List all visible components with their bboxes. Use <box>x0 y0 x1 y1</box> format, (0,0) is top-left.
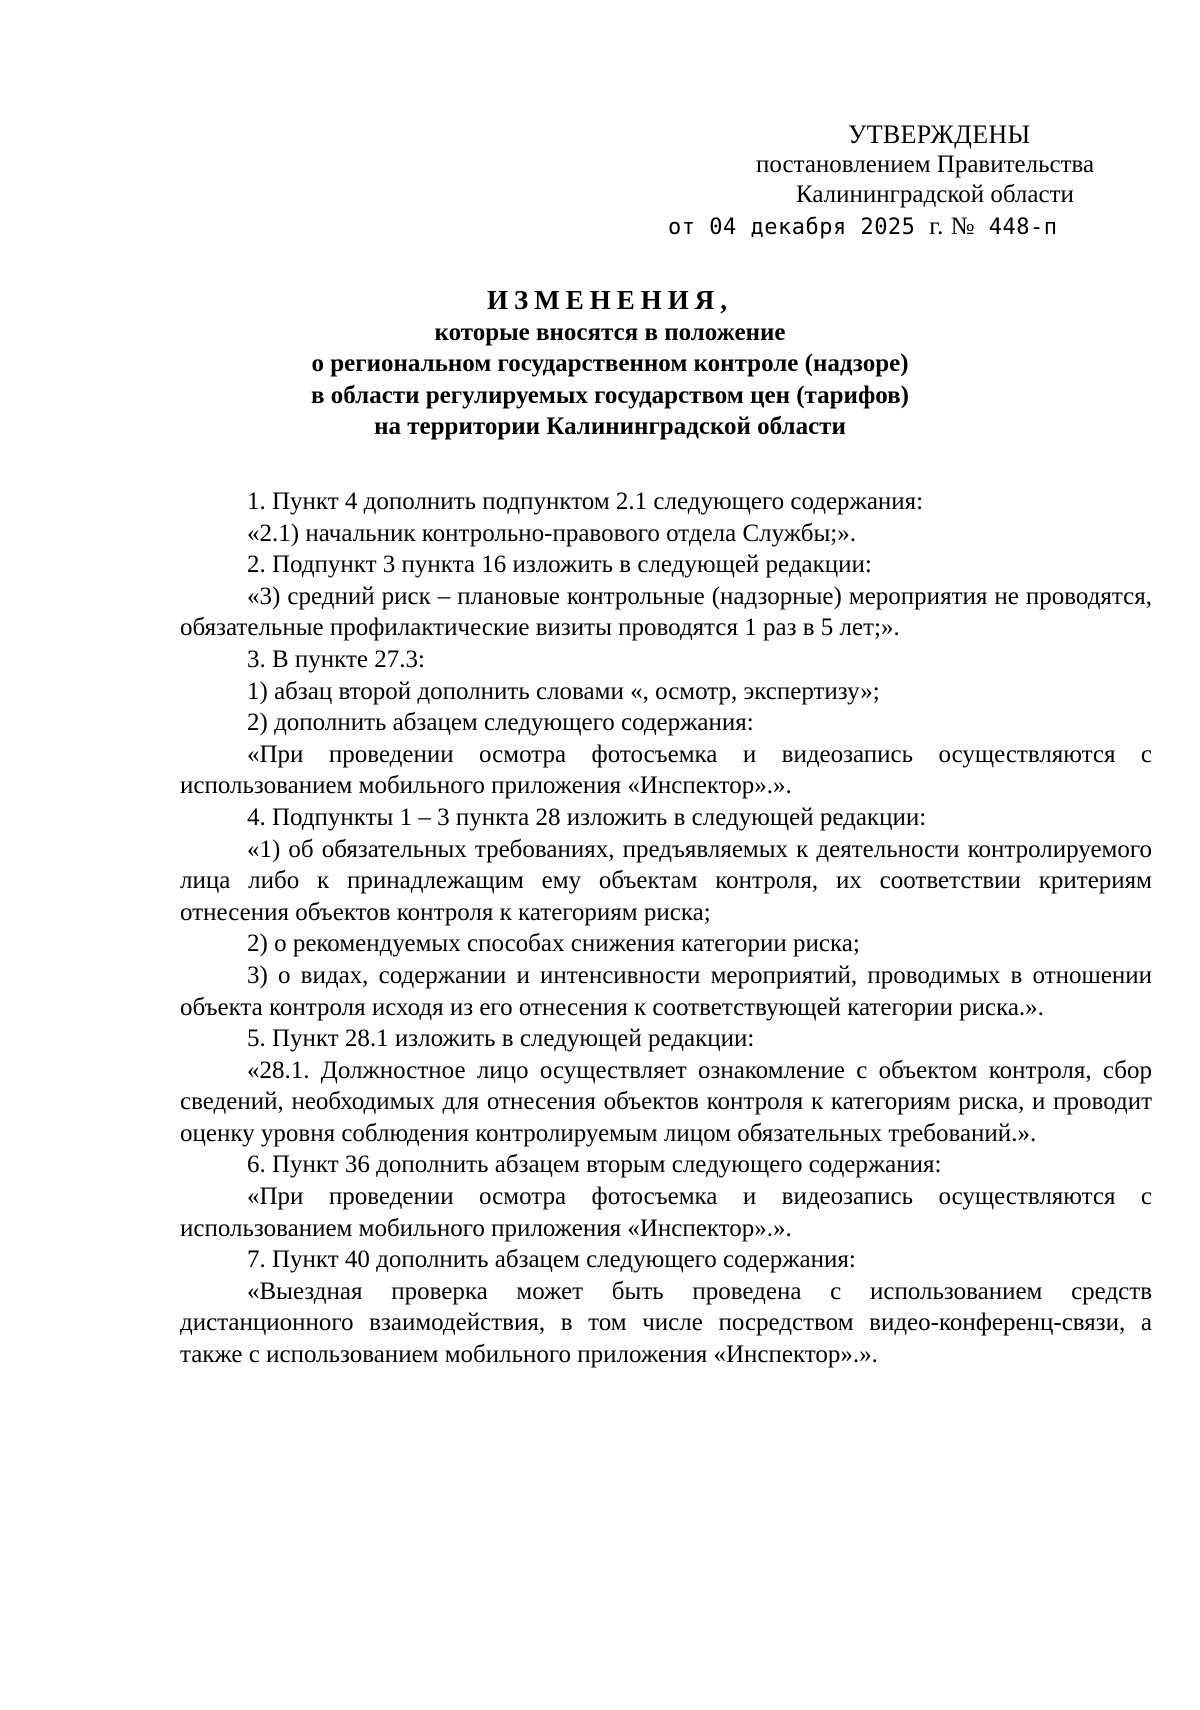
approval-title: УТВЕРЖДЕНЫ <box>848 120 1031 149</box>
heading-line: о региональном государственном контроле (надзоре) <box>311 350 909 377</box>
approval-date-line <box>668 212 1148 243</box>
paragraph: «3) средний риск – плановые контрольные (надзорные) мероприятия не проводятся, обязательные профилактические визиты проводятся 1 раз в 5 лет;». <box>180 582 1152 642</box>
approval-date-value: 04 декабря 2025 <box>709 215 916 240</box>
paragraph: 6. Пункт 36 дополнить абзацем вторым следующего содержания: <box>247 1151 942 1179</box>
approval-region: Калининградской области <box>796 181 1074 208</box>
paragraph: 4. Подпункты 1 – 3 пункта 28 изложить в следующей редакции: <box>247 803 927 831</box>
paragraph: «1) об обязательных требованиях, предъявляемых к деятельности контролируемого лица либо к принадлежащим ему объектам контроля, их соответствии критериям отнесения объектов контроля к категориям риска; <box>180 835 1152 926</box>
paragraph: 1. Пункт 4 дополнить подпунктом 2.1 следующего содержания: <box>247 488 924 515</box>
document-title: ИЗМЕНЕНИЯ, <box>486 285 733 315</box>
approval-by: постановлением Правительства <box>756 151 1095 178</box>
heading-line: в области регулируемых государством цен (тарифов) <box>311 381 909 409</box>
paragraph: «При проведении осмотра фотосъемка и видеозапись осуществляются с использованием мобильного приложения «Инспектор».». <box>180 740 1152 800</box>
paragraph: 2. Подпункт 3 пункта 16 изложить в следующей редакции: <box>247 551 872 579</box>
approval-number: 448-п <box>988 215 1058 240</box>
heading-line: которые вносятся в положение <box>434 318 786 346</box>
document-body <box>180 486 1152 1371</box>
paragraph: «28.1. Должностное лицо осуществляет ознакомление с объектом контроля, сбор сведений, необходимых для отнесения объектов контроля к категориям риска, и проводит оценку уровня соблюдения контролируемым лицом обязательных требований.». <box>180 1056 1152 1147</box>
paragraph: «Выездная проверка может быть проведена с использованием средств дистанционного взаимодействия, в том числе посредством видео-конференц-связи, а также с использованием мобильного приложения «Инспектор».». <box>180 1277 1152 1369</box>
heading-line: на территории Калининградской области <box>374 413 846 440</box>
paragraph: 1) абзац второй дополнить словами «, осмотр, экспертизу»; <box>247 677 880 705</box>
paragraph: 2) дополнить абзацем следующего содержания: <box>247 709 754 737</box>
paragraph: 5. Пункт 28.1 изложить в следующей редакции: <box>247 1025 755 1053</box>
approval-date-suffix: г. № <box>929 213 975 240</box>
paragraph: 7. Пункт 40 дополнить абзацем следующего содержания: <box>247 1246 856 1274</box>
paragraph: «При проведении осмотра фотосъемка и видеозапись осуществляются с использованием мобильного приложения «Инспектор».». <box>180 1183 1152 1242</box>
paragraph: 3. В пункте 27.3: <box>247 645 425 673</box>
paragraph: «2.1) начальник контрольно-правового отдела Службы;». <box>247 519 856 547</box>
paragraph: 2) о рекомендуемых способах снижения категории риска; <box>247 930 860 958</box>
paragraph: 3) о видах, содержании и интенсивности мероприятий, проводимых в отношении объекта контроля исходя из его отнесения к соответствующей категории риска.». <box>180 961 1152 1021</box>
approval-stamp <box>668 120 1148 243</box>
document-heading <box>170 285 1050 443</box>
approval-date-prefix: от <box>668 215 696 240</box>
